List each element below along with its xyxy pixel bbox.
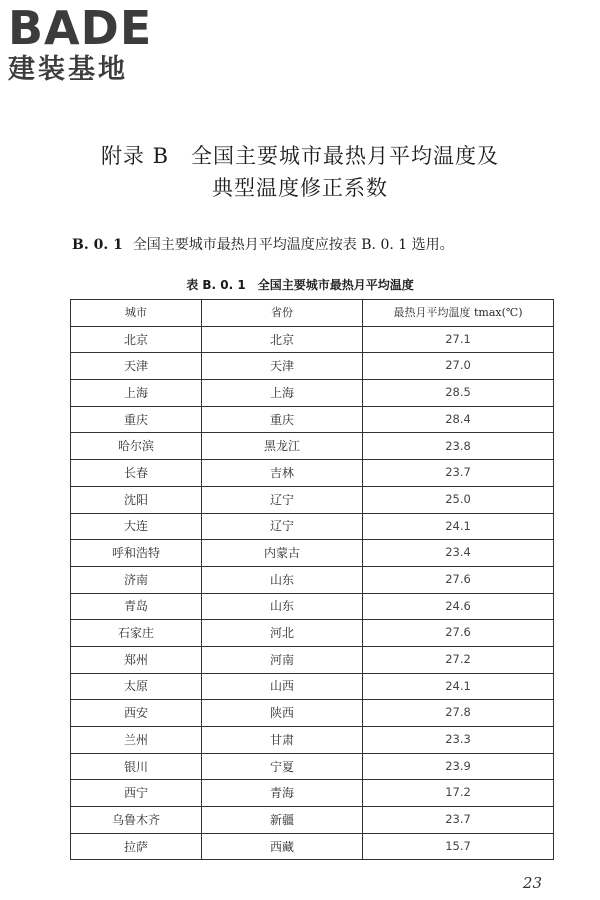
cell-temperature: 28.5 (363, 380, 554, 407)
header-province: 省份 (202, 300, 363, 327)
cell-province: 青海 (202, 780, 363, 807)
table-caption (0, 276, 600, 293)
table-row (71, 486, 554, 513)
table-row (71, 700, 554, 727)
table-row (71, 673, 554, 700)
cell-city: 郑州 (71, 646, 202, 673)
cell-temperature: 23.3 (363, 727, 554, 754)
table-row (71, 646, 554, 673)
cell-city: 兰州 (71, 727, 202, 754)
cell-province: 宁夏 (202, 753, 363, 780)
cell-temperature: 23.4 (363, 540, 554, 567)
cell-province: 吉林 (202, 460, 363, 487)
cell-city: 天津 (71, 353, 202, 380)
cell-temperature: 23.7 (363, 807, 554, 834)
table-row (71, 460, 554, 487)
table-caption-text: 全国主要城市最热月平均温度 (257, 278, 414, 292)
table-row (71, 727, 554, 754)
cell-province: 新疆 (202, 807, 363, 834)
cell-temperature: 27.6 (363, 620, 554, 647)
logo-wordmark: BADE (8, 1, 153, 55)
clause (72, 234, 454, 254)
cell-province: 河北 (202, 620, 363, 647)
table-row (71, 326, 554, 353)
table-header-row (71, 300, 554, 327)
cell-temperature: 23.7 (363, 460, 554, 487)
cell-city: 北京 (71, 326, 202, 353)
table-caption-number: 表 B. 0. 1 (186, 278, 246, 292)
cell-province: 河南 (202, 646, 363, 673)
cell-temperature: 24.6 (363, 593, 554, 620)
table-row (71, 540, 554, 567)
table-row (71, 513, 554, 540)
header-city: 城市 (71, 300, 202, 327)
cell-province: 辽宁 (202, 513, 363, 540)
cell-city: 西宁 (71, 780, 202, 807)
cell-province: 山东 (202, 566, 363, 593)
cell-province: 西藏 (202, 833, 363, 860)
table-row (71, 566, 554, 593)
cell-province: 山西 (202, 673, 363, 700)
cell-temperature: 27.6 (363, 566, 554, 593)
cell-temperature: 24.1 (363, 673, 554, 700)
cell-city: 呼和浩特 (71, 540, 202, 567)
logo (8, 1, 178, 86)
cell-city: 银川 (71, 753, 202, 780)
table-row (71, 780, 554, 807)
cell-province: 辽宁 (202, 486, 363, 513)
cell-temperature: 23.9 (363, 753, 554, 780)
cell-temperature: 27.2 (363, 646, 554, 673)
cell-province: 上海 (202, 380, 363, 407)
table-row (71, 753, 554, 780)
table-row (71, 807, 554, 834)
table-row (71, 620, 554, 647)
clause-text: 全国主要城市最热月平均温度应按表 B. 0. 1 选用。 (132, 237, 454, 253)
cell-temperature: 24.1 (363, 513, 554, 540)
table-row (71, 593, 554, 620)
cell-temperature: 17.2 (363, 780, 554, 807)
cell-city: 拉萨 (71, 833, 202, 860)
table-row (71, 353, 554, 380)
clause-number: B. 0. 1 (72, 237, 123, 253)
cell-province: 天津 (202, 353, 363, 380)
cell-province: 内蒙古 (202, 540, 363, 567)
cell-temperature: 25.0 (363, 486, 554, 513)
cell-temperature: 15.7 (363, 833, 554, 860)
cell-temperature: 27.0 (363, 353, 554, 380)
cell-city: 长春 (71, 460, 202, 487)
cell-city: 济南 (71, 566, 202, 593)
page-number: 23 (522, 874, 542, 892)
cell-city: 石家庄 (71, 620, 202, 647)
cell-province: 黑龙江 (202, 433, 363, 460)
table-row (71, 406, 554, 433)
appendix-title-line2: 典型温度修正系数 (212, 176, 388, 200)
temperature-table (70, 299, 554, 860)
cell-city: 沈阳 (71, 486, 202, 513)
table-row (71, 833, 554, 860)
cell-province: 重庆 (202, 406, 363, 433)
cell-province: 陕西 (202, 700, 363, 727)
table-row (71, 380, 554, 407)
cell-city: 太原 (71, 673, 202, 700)
cell-city: 哈尔滨 (71, 433, 202, 460)
cell-temperature: 28.4 (363, 406, 554, 433)
cell-province: 山东 (202, 593, 363, 620)
header-temperature: 最热月平均温度 tmax(℃) (363, 300, 554, 327)
table-row (71, 433, 554, 460)
cell-city: 大连 (71, 513, 202, 540)
cell-province: 北京 (202, 326, 363, 353)
cell-temperature: 27.8 (363, 700, 554, 727)
cell-city: 上海 (71, 380, 202, 407)
cell-city: 青岛 (71, 593, 202, 620)
appendix-title-line1: 附录 B 全国主要城市最热月平均温度及 (100, 144, 500, 168)
cell-city: 重庆 (71, 406, 202, 433)
cell-city: 乌鲁木齐 (71, 807, 202, 834)
cell-temperature: 27.1 (363, 326, 554, 353)
cell-province: 甘肃 (202, 727, 363, 754)
cell-temperature: 23.8 (363, 433, 554, 460)
logo-subtitle: 建装基地 (8, 54, 128, 85)
cell-city: 西安 (71, 700, 202, 727)
